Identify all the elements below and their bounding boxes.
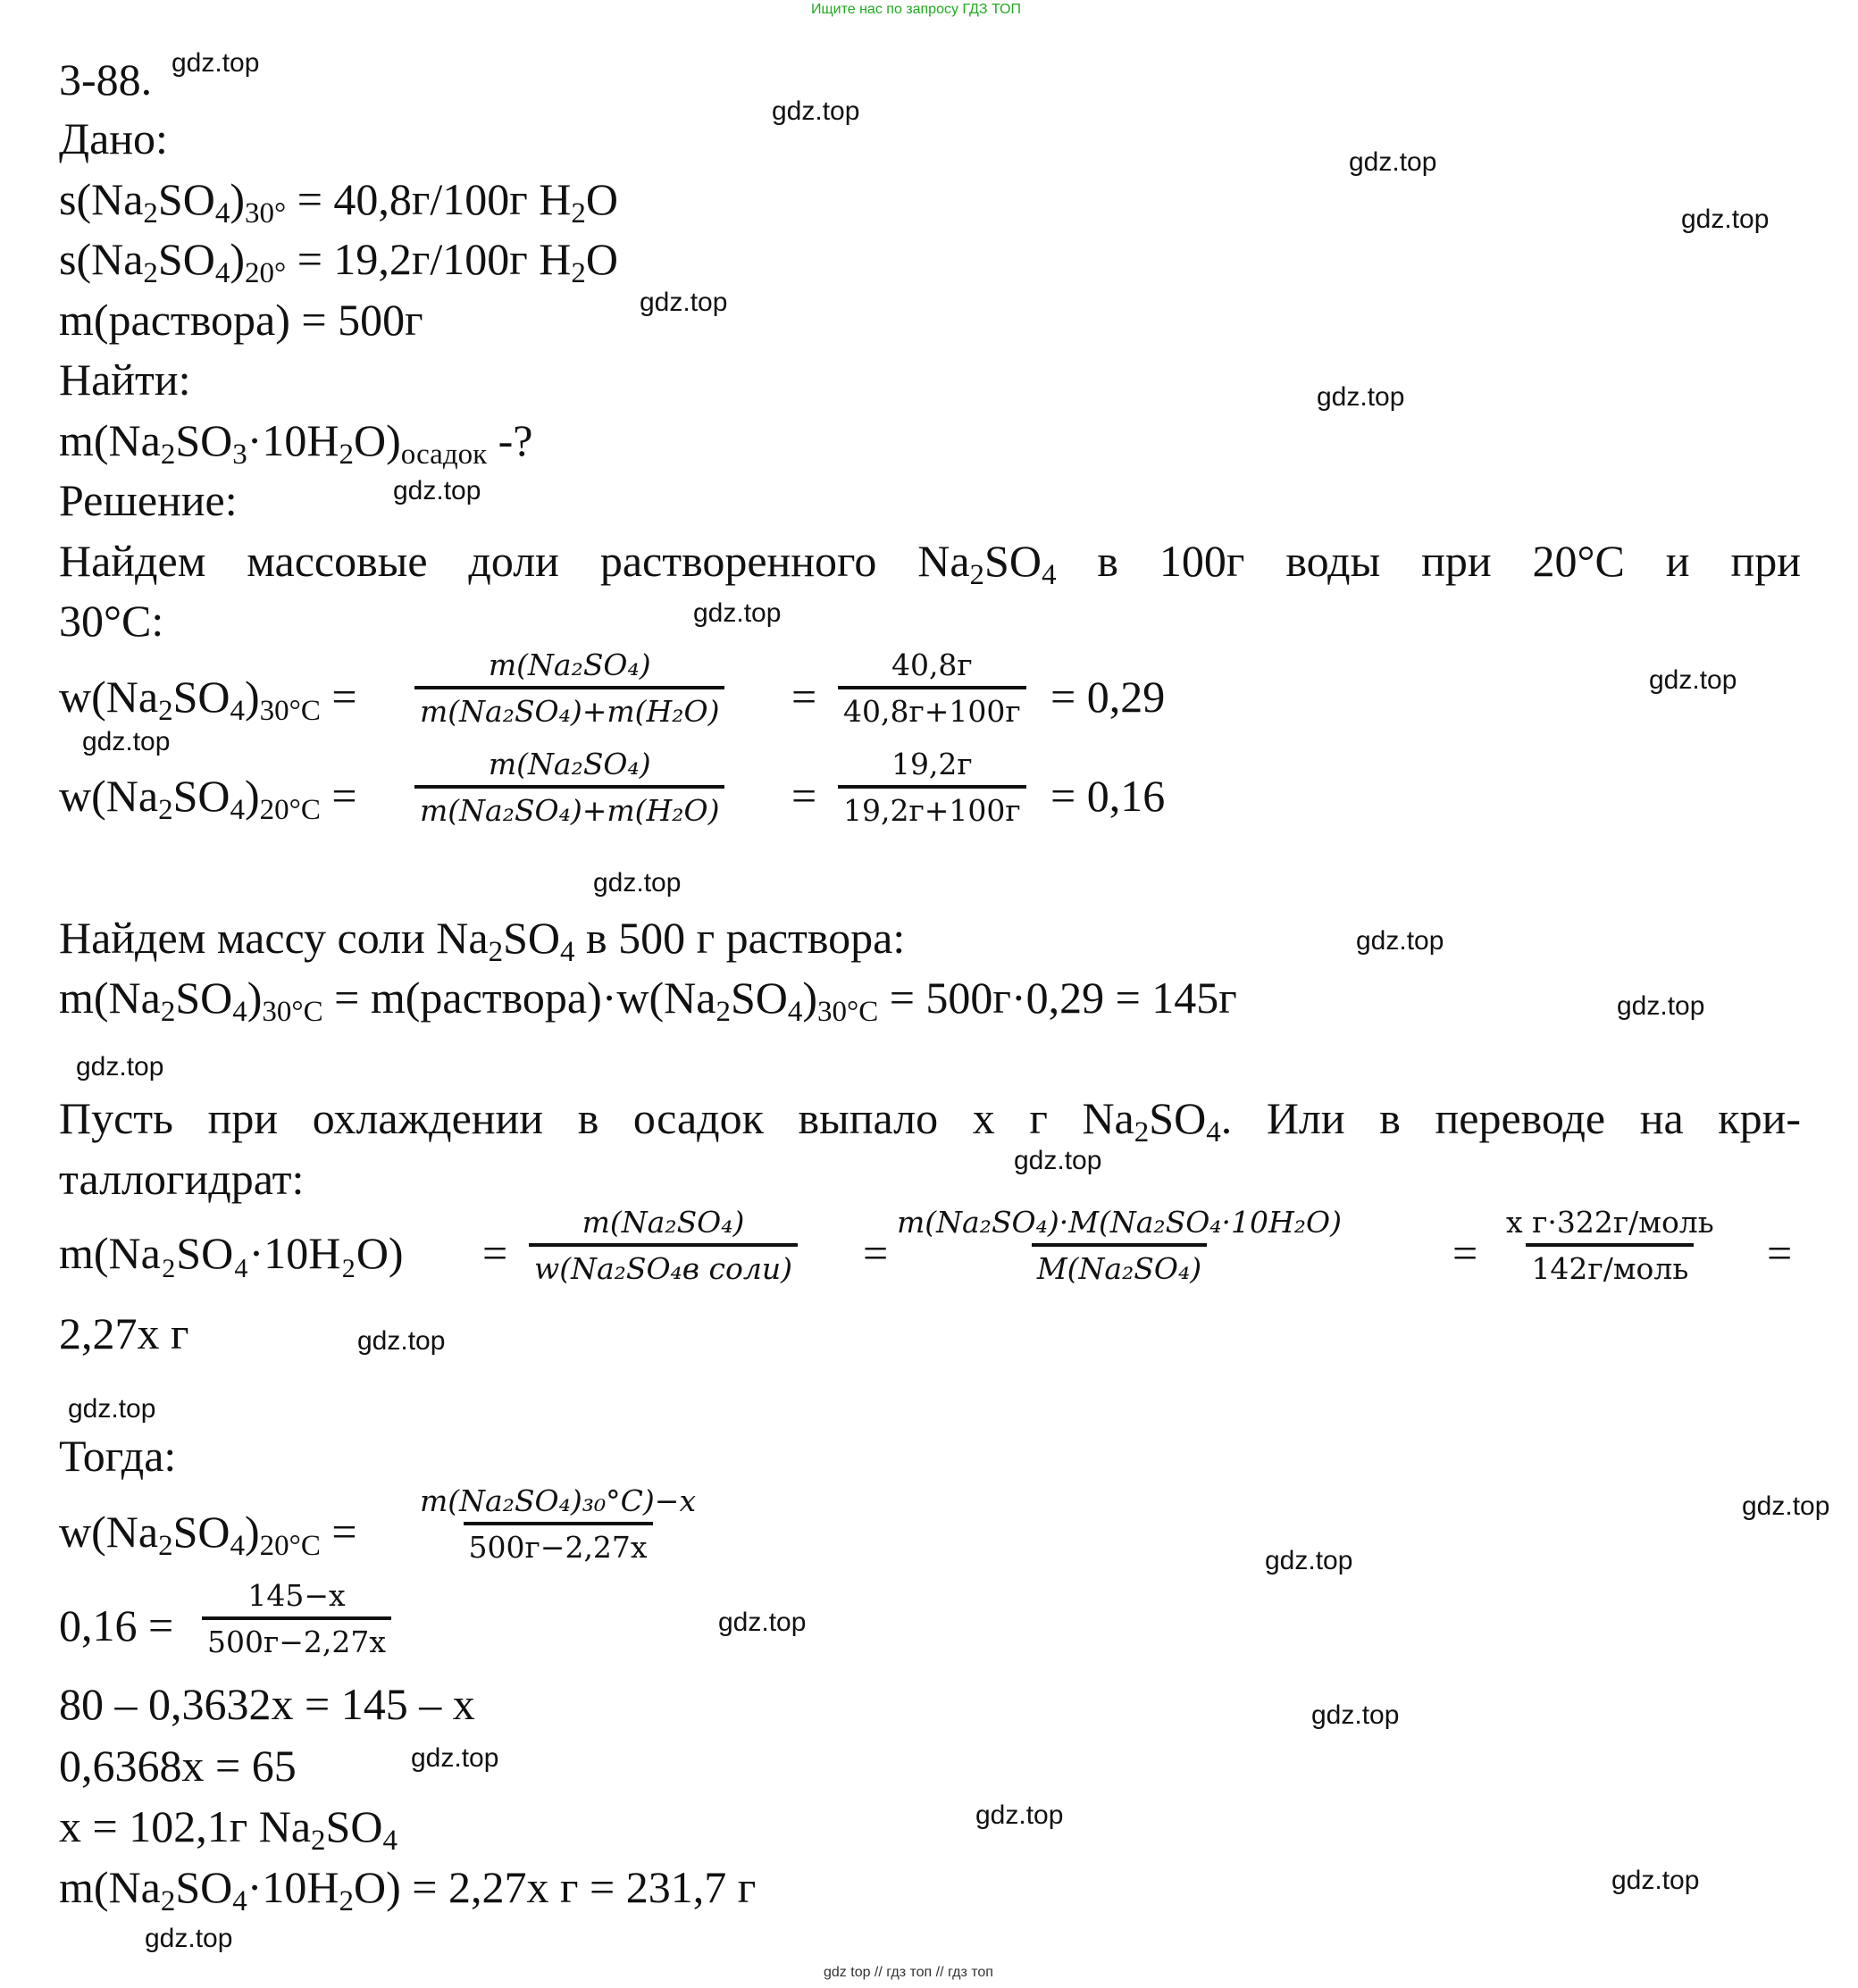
- watermark: gdz.top: [1265, 1546, 1353, 1575]
- watermark: gdz.top: [1014, 1146, 1102, 1175]
- w30-fraction-values: 40,8г 40,8г+100г: [838, 648, 1026, 729]
- find-label: Найти:: [59, 355, 191, 405]
- w20-result: = 0,16: [1050, 771, 1166, 821]
- watermark: gdz.top: [975, 1800, 1064, 1830]
- w20-fraction-formula: $\frac{\text{m(Na₂SO₄)}}{\text{m(Na₂SO₄)+m(H₂O)}}$: [414, 748, 724, 828]
- watermark: gdz.top: [357, 1326, 446, 1356]
- solution-paragraph-1: Найдем массовые доли растворенного $Na_2SO_4$ в 100г воды при 20°С и при: [59, 536, 1802, 591]
- cryst-fraction-2: $\frac{\text{m(Na₂SO₄)·M(Na₂SO₄·10H₂O)}}{\text{M(Na₂SO₄)}}$: [897, 1205, 1342, 1286]
- given-solution-mass: m(раствора) = 500г: [59, 295, 423, 345]
- watermark: gdz.top: [640, 288, 728, 317]
- watermark: gdz.top: [1649, 665, 1737, 695]
- find-target: $m(Na_2SO_3\cdot 10H_2O)_{осадок}$ -?: [59, 415, 533, 471]
- watermark: gdz.top: [693, 598, 782, 628]
- cryst-equals-1: =: [482, 1228, 508, 1278]
- watermark: gdz.top: [772, 96, 860, 126]
- watermark: gdz.top: [1611, 1866, 1700, 1895]
- w30-fraction-formula: $\frac{\text{m(Na₂SO₄)}}{\text{m(Na₂SO₄)+m(H₂O)}}$: [414, 648, 724, 729]
- watermark: gdz.top: [82, 727, 171, 756]
- header-search-link[interactable]: Ищите нас по запросу ГДЗ ТОП: [811, 2, 1021, 17]
- solution-paragraph-3-end: таллогидрат:: [59, 1154, 305, 1204]
- cryst-fraction-3: x г·322г/моль 142г/моль: [1506, 1205, 1714, 1286]
- watermark: gdz.top: [393, 476, 481, 505]
- watermark: gdz.top: [718, 1608, 807, 1637]
- watermark: gdz.top: [1681, 205, 1770, 234]
- watermark: gdz.top: [1311, 1700, 1400, 1730]
- eq1-fraction: 145−x 500г−2,27x: [202, 1579, 391, 1659]
- salt-mass-equation: $m(Na_2SO_4)_{30^\circ С}$ = $m(раствора)\cdot w(Na_2SO_4)_{30^\circ С} = 500г\cdot 0,29 = 145г$: [59, 973, 1237, 1028]
- watermark: gdz.top: [1617, 991, 1705, 1021]
- w30-lhs: $w(Na_2SO_4)_{30^\circ С}$ =: [59, 672, 357, 727]
- watermark: gdz.top: [1742, 1491, 1830, 1521]
- watermark: gdz.top: [593, 868, 682, 898]
- equation-2: 80 – 0,3632x = 145 – x: [59, 1679, 475, 1729]
- cryst-result: 2,27x г: [59, 1308, 189, 1358]
- equation-3: 0,6368x = 65: [59, 1741, 297, 1791]
- eq1-lhs: 0,16 =: [59, 1600, 174, 1650]
- watermark: gdz.top: [411, 1743, 499, 1773]
- w30-result: = 0,29: [1050, 672, 1166, 722]
- watermark: gdz.top: [172, 48, 260, 78]
- solution-paragraph-2: Найдем массу соли $Na_2SO_4$ в 500 г раствора:: [59, 913, 906, 968]
- cryst-fraction-1: m(Na₂SO₄) w(Na₂SO₄в соли): [529, 1206, 798, 1286]
- then-label: Тогда:: [59, 1431, 177, 1481]
- given-solubility-20: $s(Na_2SO_4)_{20^\circ} = 19,2г/100г$ $H_2O$: [59, 234, 619, 289]
- watermark: gdz.top: [145, 1924, 233, 1953]
- final-answer: $m(Na_2SO_4\cdot 10H_2O) = 2,27x$ г = 231,7 г: [59, 1862, 757, 1917]
- cryst-equals-2: =: [863, 1228, 889, 1278]
- watermark: gdz.top: [1349, 147, 1437, 177]
- footer-links[interactable]: gdz top // гдз топ // гдз топ: [824, 1965, 993, 1980]
- cryst-equals-4: =: [1767, 1228, 1793, 1278]
- watermark: gdz.top: [76, 1052, 164, 1082]
- given-solubility-30: $s(Na_2SO_4)_{30^\circ} = 40,8г/100г$ $H_2O$: [59, 174, 619, 230]
- w20-fraction-values: 19,2г 19,2г+100г: [838, 748, 1026, 828]
- watermark: gdz.top: [1317, 382, 1405, 412]
- given-label: Дано:: [59, 113, 168, 163]
- problem-number: 3-88.: [59, 54, 153, 104]
- w20b-lhs: $w(Na_2SO_4)_{20^\circ С}$ =: [59, 1507, 357, 1562]
- w30-equals: =: [791, 672, 817, 722]
- w20-lhs: $w(Na_2SO_4)_{20^\circ С}$ =: [59, 771, 357, 826]
- solution-paragraph-1-end: 30°С:: [59, 596, 164, 646]
- cryst-lhs: m(Na₂SO₄·10H₂O): [59, 1228, 404, 1278]
- solution-paragraph-3: Пусть при охлаждении в осадок выпало x г $Na_2SO_4$. Или в переводе на кри-: [59, 1093, 1801, 1149]
- w20-equals: =: [791, 771, 817, 821]
- w20b-fraction: m(Na₂SO₄)₃₀°C)−x 500г−2,27x: [420, 1483, 697, 1565]
- solution-label: Решение:: [59, 475, 238, 525]
- cryst-equals-3: =: [1452, 1228, 1478, 1278]
- watermark: gdz.top: [68, 1394, 156, 1424]
- watermark: gdz.top: [1356, 926, 1444, 956]
- equation-4: x = 102,1г $Na_2SO_4$: [59, 1801, 398, 1857]
